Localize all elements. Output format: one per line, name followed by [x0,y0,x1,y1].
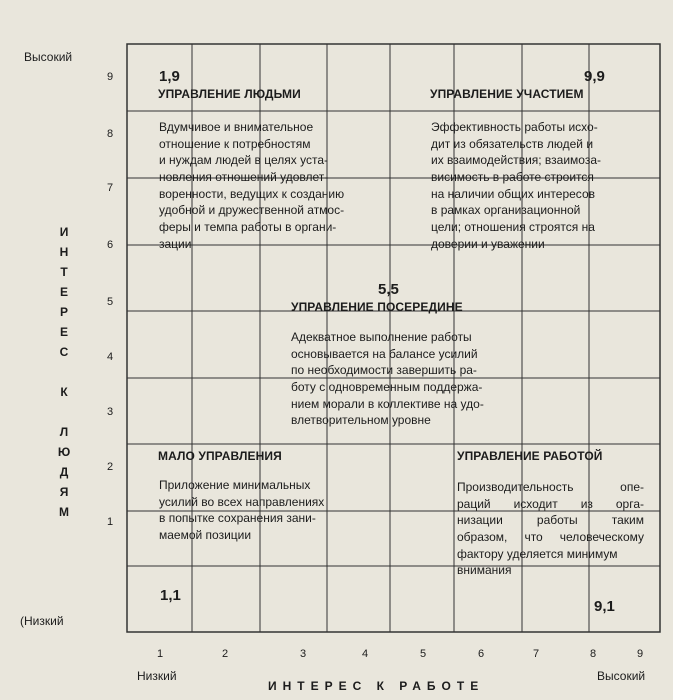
y-tick: 5 [107,296,114,308]
style-desc-participation: Эффективность работы исхо- дит из обязательств людей и их взаимодействия; взаимоза- висимость в работе строится на наличии общих интересов в рамках организационной цели; отношения строятся на доверии и уважении [431,120,602,251]
style-desc-task: Производительность опе- раций исходит из орга- низации работы таким образом, что человеческому фактору уделяется минимум внимания [457,480,644,578]
y-tick: 8 [107,128,114,140]
x-axis-low-label: Низкий [137,669,177,683]
style-title-people: УПРАВЛЕНИЕ ЛЮДЬМИ [158,87,301,101]
x-tick: 6 [478,648,485,660]
coord-1-1: 1,1 [160,587,181,604]
style-title-middle: УПРАВЛЕНИЕ ПОСЕРЕДИНЕ [291,300,463,314]
style-desc-low: Приложение минимальных усилий во всех направлениях в попытке сохранения зани- маемой позиции [159,478,325,543]
x-tick: 2 [222,648,229,660]
y-axis-low-label: (Низкий [20,614,64,628]
x-axis-high-label: Высокий [597,669,646,683]
style-title-task: УПРАВЛЕНИЕ РАБОТОЙ [457,449,603,463]
style-title-participation: УПРАВЛЕНИЕ УЧАСТИЕМ [430,87,584,101]
y-tick: 4 [107,351,114,363]
y-tick: 6 [107,239,114,251]
coord-5-5: 5,5 [378,281,399,298]
x-tick: 7 [533,648,540,660]
x-tick: 1 [157,648,164,660]
y-tick: 2 [107,461,114,473]
x-tick: 8 [590,648,597,660]
x-tick: 4 [362,648,369,660]
y-tick: 9 [107,71,114,83]
coord-1-9: 1,9 [159,68,180,85]
style-desc-middle: Адекватное выполнение работы основывается на балансе усилий по необходимости завершить ра- боту с одновременным поддержа- нием морали в коллективе на удо- влетворительном уровне [291,330,484,428]
style-title-low: МАЛО УПРАВЛЕНИЯ [158,449,282,463]
x-tick: 9 [637,648,644,660]
x-tick: 3 [300,648,307,660]
coord-9-9: 9,9 [584,68,605,85]
x-axis-title: ИНТЕРЕС К РАБОТЕ [268,679,485,693]
coord-9-1: 9,1 [594,598,615,615]
x-tick: 5 [420,648,427,660]
style-desc-people: Вдумчивое и внимательное отношение к потребностям и нуждам людей в целях уста- новления отношений удовлет- воренности, ведущих к созданию удобной и дружественной атмос- феры и темпа работы в органи- зации [159,120,345,251]
y-tick: 3 [107,406,114,418]
y-axis-high-label: Высокий [24,50,73,64]
y-tick: 1 [107,516,114,528]
y-axis-title: И Н Т Е Р Е С К Л Ю Д Я М [57,225,71,519]
y-tick: 7 [107,182,114,194]
